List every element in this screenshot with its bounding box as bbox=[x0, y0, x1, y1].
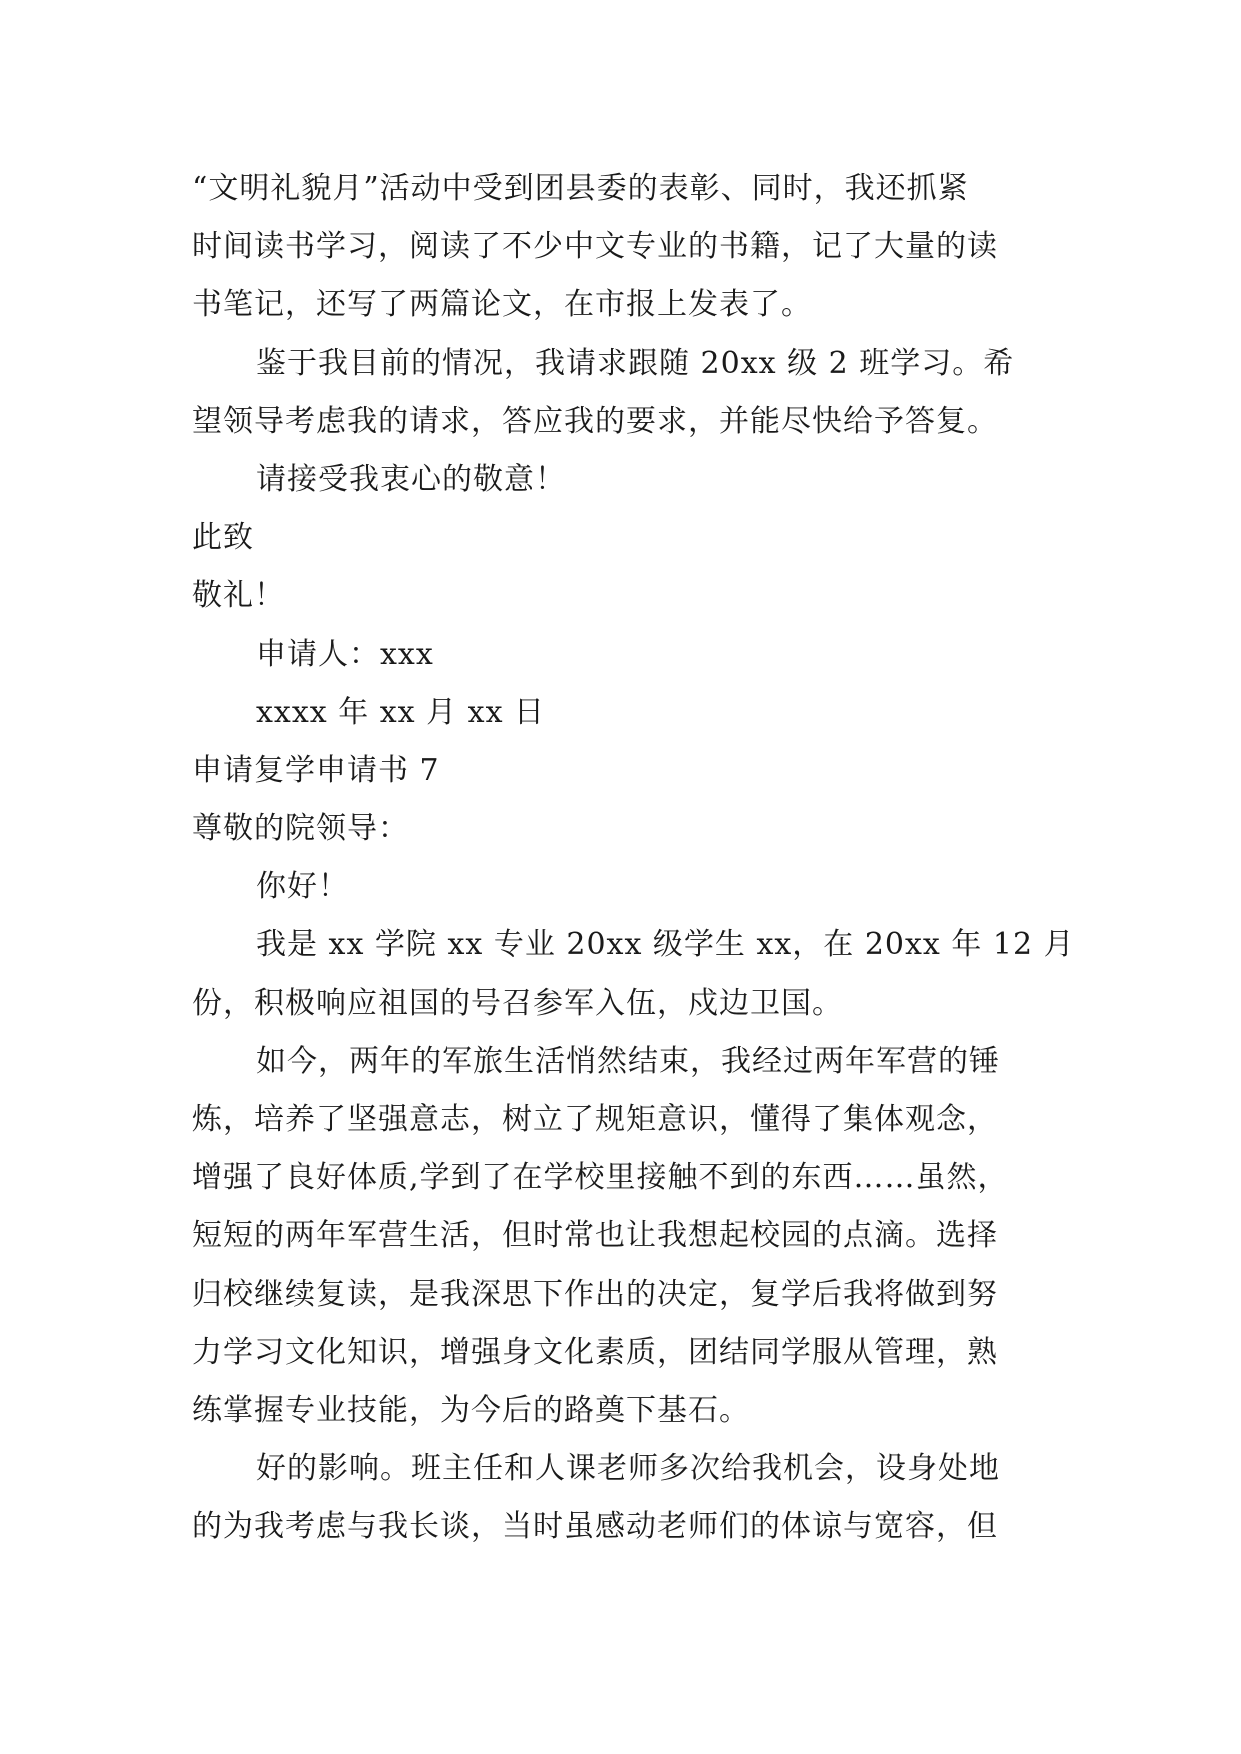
text-line: 书笔记，还写了两篇论文，在市报上发表了。 bbox=[192, 287, 812, 323]
greeting-hello: 你好！ bbox=[256, 869, 349, 905]
text-line: 份，积极响应祖国的号召参军入伍，戍边卫国。 bbox=[192, 985, 843, 1021]
text-line: “文明礼貌月”活动中受到团县委的表彰、同时，我还抓紧 bbox=[192, 171, 969, 206]
applicant-name: 申请人：xxx bbox=[256, 636, 434, 672]
text-line: 鉴于我目前的情况，我请求跟随 20xx 级 2 班学习。希 bbox=[256, 345, 1015, 381]
recipient-greeting: 尊敬的院领导： bbox=[192, 811, 409, 847]
text-line: 增强了良好体质,学到了在学校里接触不到的东西……虽然， bbox=[192, 1160, 1009, 1196]
closing-respect: 请接受我衷心的敬意！ bbox=[256, 461, 566, 497]
section-title: 申请复学申请书 7 bbox=[192, 752, 440, 788]
application-date: xxxx 年 xx 月 xx 日 bbox=[256, 694, 546, 730]
text-line: 的为我考虑与我长谈，当时虽感动老师们的体谅与宽容，但 bbox=[192, 1509, 998, 1545]
text-line: 时间读书学习，阅读了不少中文专业的书籍，记了大量的读 bbox=[192, 229, 998, 265]
text-line: 如今，两年的军旅生活悄然结束，我经过两年军营的锤 bbox=[256, 1043, 1000, 1079]
text-line: 归校继续复读，是我深思下作出的决定，复学后我将做到努 bbox=[192, 1276, 998, 1312]
text-line: 好的影响。班主任和人课老师多次给我机会，设身处地 bbox=[256, 1451, 1000, 1487]
text-line: 练掌握专业技能，为今后的路奠下基石。 bbox=[192, 1392, 750, 1428]
text-line: 炼，培养了坚强意志，树立了规矩意识，懂得了集体观念， bbox=[192, 1102, 998, 1137]
text-line: 力学习文化知识，增强身文化素质，团结同学服从管理，熟 bbox=[192, 1334, 998, 1370]
salutation-cizhi: 此致 bbox=[192, 520, 254, 556]
text-line: 望领导考虑我的请求，答应我的要求，并能尽快给予答复。 bbox=[192, 403, 998, 439]
salutation-jingli: 敬礼！ bbox=[192, 578, 285, 614]
text-line: 我是 xx 学院 xx 专业 20xx 级学生 xx，在 20xx 年 12 月 bbox=[256, 927, 1075, 963]
document-body bbox=[192, 160, 1075, 1557]
text-line: 短短的两年军营生活，但时常也让我想起校园的点滴。选择 bbox=[192, 1218, 998, 1254]
